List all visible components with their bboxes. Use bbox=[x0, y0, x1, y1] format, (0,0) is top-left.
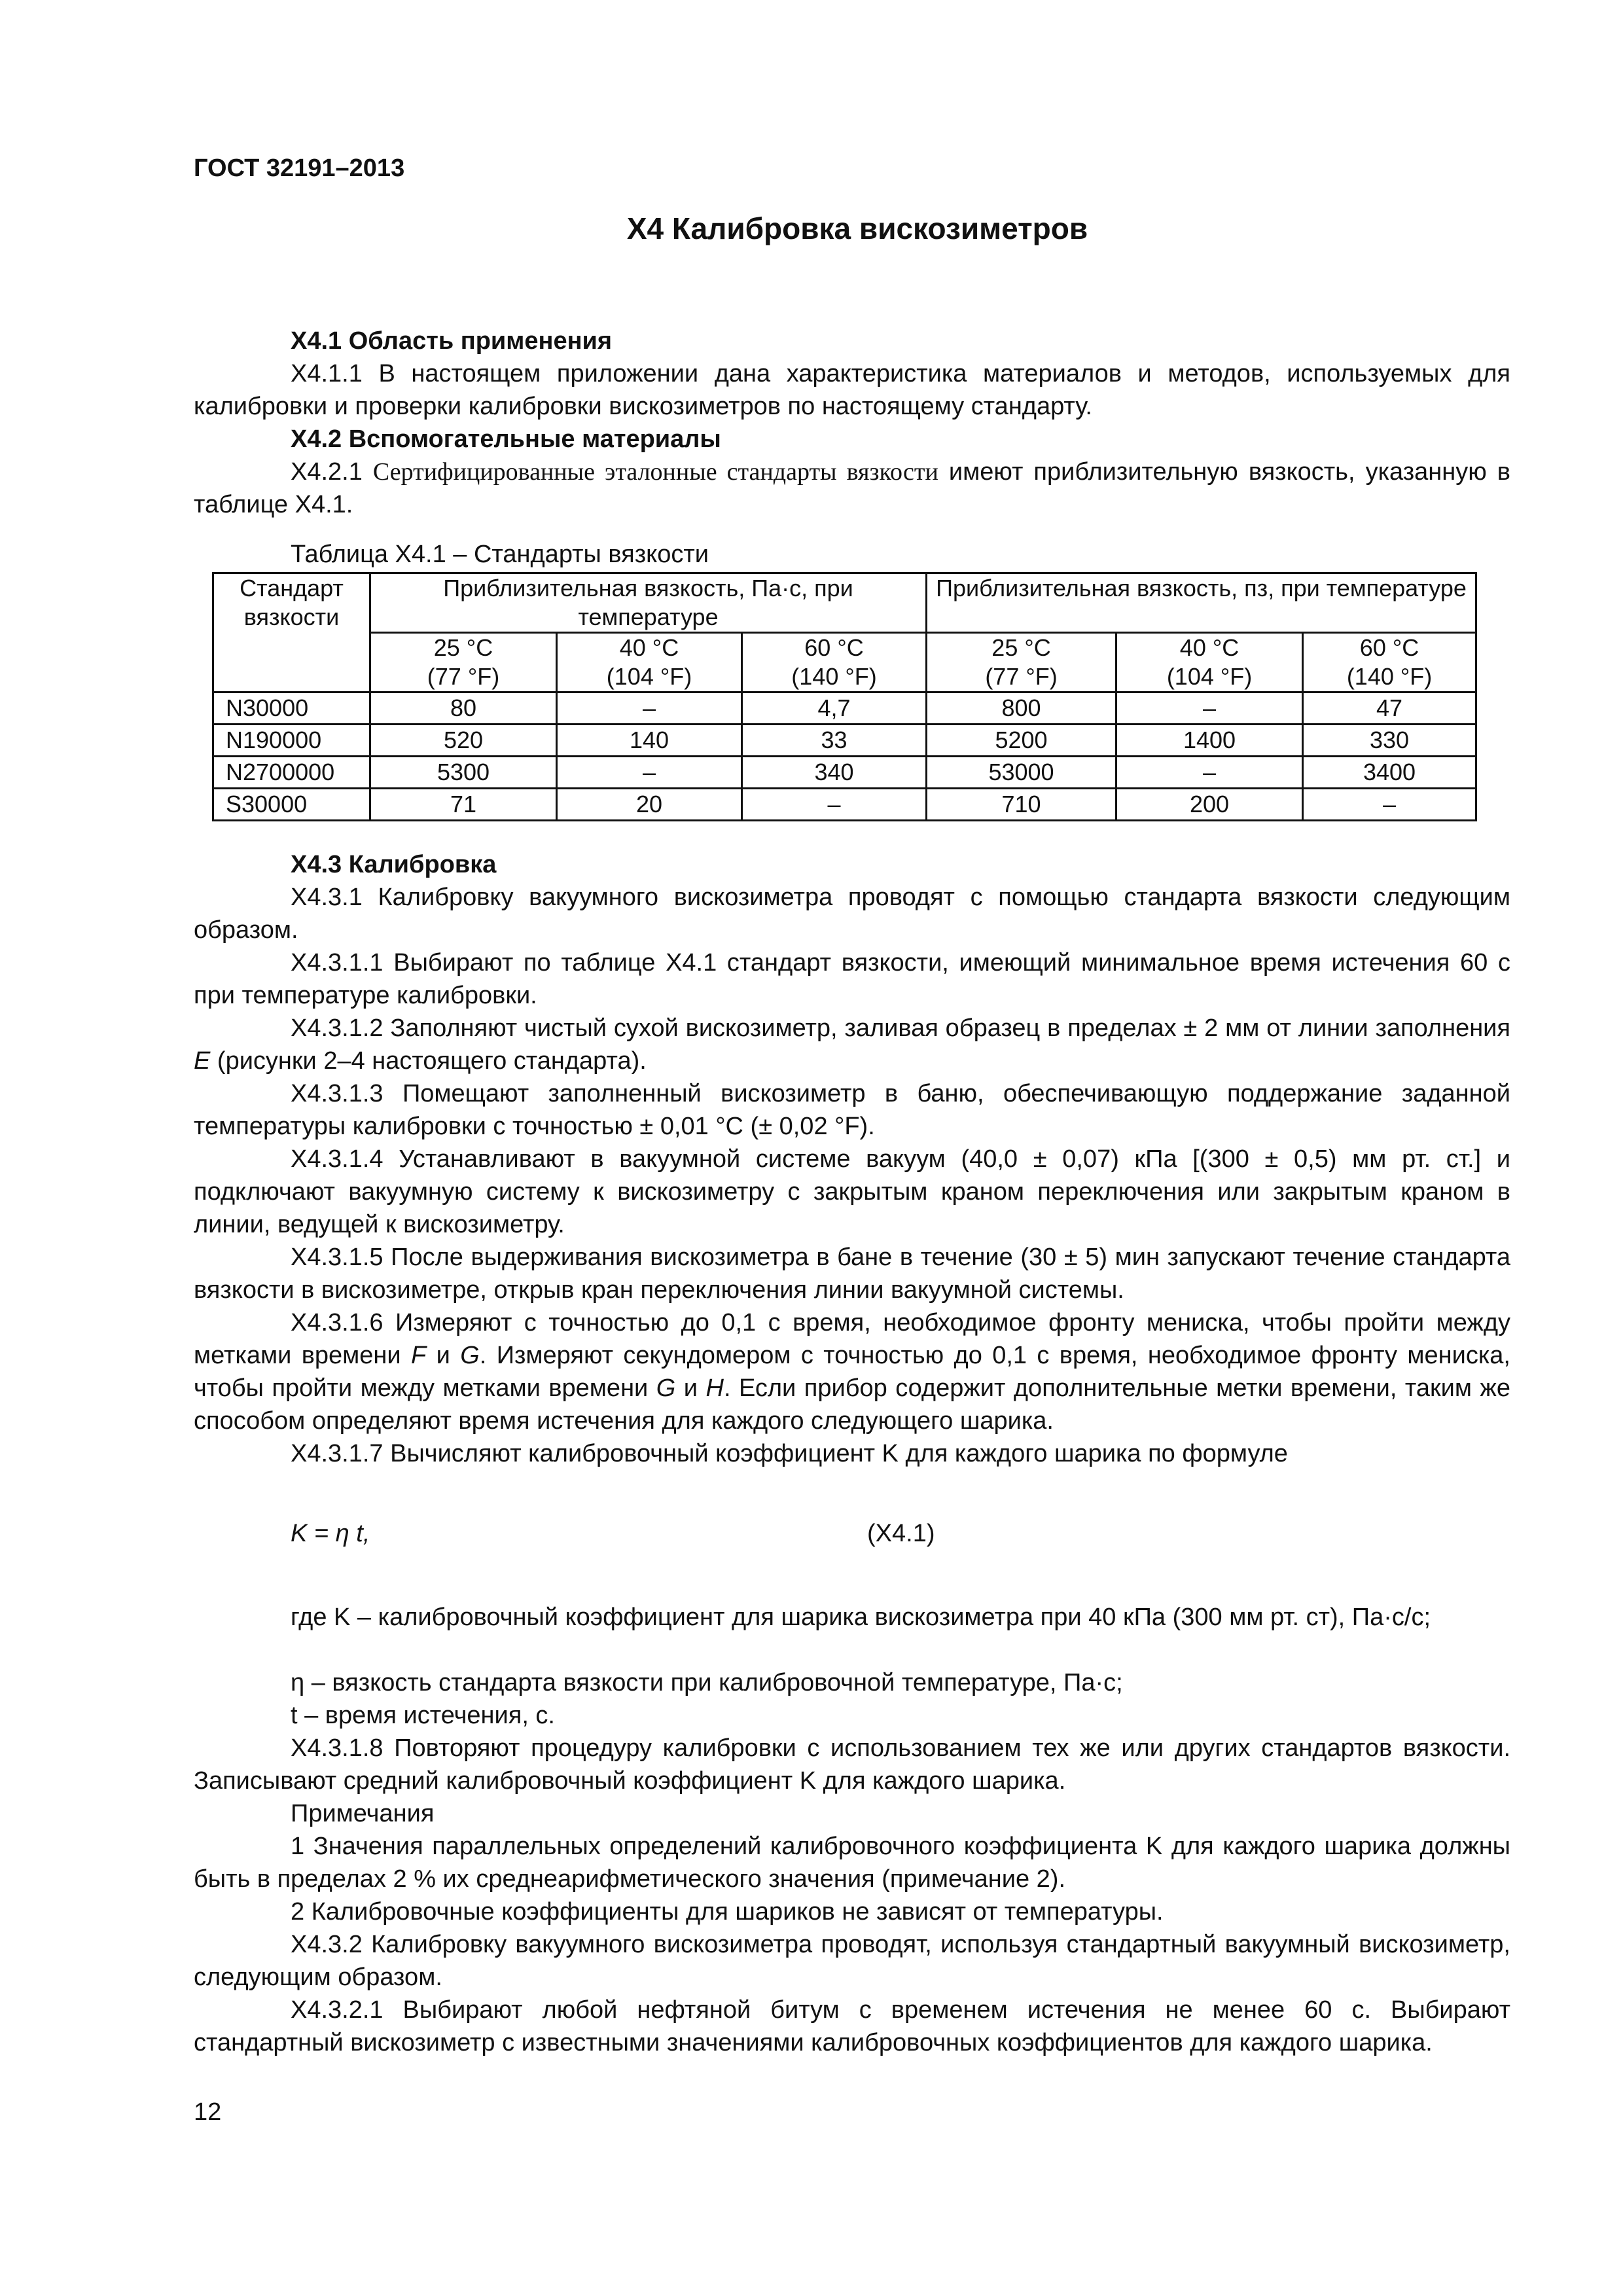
column-group-pz: Приблизительная вязкость, пз, при температуре bbox=[927, 573, 1476, 633]
table-cell: 330 bbox=[1303, 725, 1476, 757]
table-cell: 47 bbox=[1303, 692, 1476, 725]
column-group-pas: Приблизительная вязкость, Па·с, при температуре bbox=[370, 573, 927, 633]
document-code-header: ГОСТ 32191–2013 bbox=[194, 154, 405, 182]
table-cell: 800 bbox=[927, 692, 1116, 725]
table-cell: 80 bbox=[370, 692, 557, 725]
temperature-header bbox=[927, 633, 1116, 692]
where-t: t – время истечения, с. bbox=[291, 1702, 555, 1729]
temp-f: (77 °F) bbox=[985, 663, 1058, 690]
note-2: 2 Калибровочные коэффициенты для шариков не зависят от температуры. bbox=[291, 1898, 1164, 1926]
table-cell: 710 bbox=[927, 789, 1116, 821]
table-cell: 5300 bbox=[370, 757, 557, 789]
table-temperature-row bbox=[213, 633, 1476, 692]
temperature-header bbox=[742, 633, 927, 692]
table-cell: 20 bbox=[557, 789, 742, 821]
table-cell: 33 bbox=[742, 725, 927, 757]
notes-heading: Примечания bbox=[291, 1800, 435, 1827]
temp-f: (140 °F) bbox=[1346, 663, 1433, 690]
table-cell: 140 bbox=[557, 725, 742, 757]
temp-c: 40 °C bbox=[1179, 634, 1240, 661]
paragraph-x4-3-1-6 bbox=[194, 1306, 1510, 1437]
paragraph-x4-3-1: X4.3.1 Калибровку вакуумного вискозиметра проводят с помощью стандарта вязкости следующим образом. bbox=[194, 884, 1510, 944]
paragraph-x4-3-1-4: X4.3.1.4 Устанавливают в вакуумной системе вакуум (40,0 ± 0,07) кПа [(300 ± 0,5) мм рт. ст.] и подключают вакуумную систему к вискозиметру с закрытым краном переключения или закрытым краном в линии, ведущей к вискозиметру. bbox=[194, 1145, 1510, 1238]
table-cell: – bbox=[557, 692, 742, 725]
paragraph-x4-3-1-7: X4.3.1.7 Вычисляют калибровочный коэффициент K для каждого шарика по формуле bbox=[291, 1440, 1288, 1467]
temperature-header bbox=[1303, 633, 1476, 692]
table-row bbox=[213, 789, 1476, 821]
standard-name: N2700000 bbox=[213, 757, 370, 789]
table-cell: 53000 bbox=[927, 757, 1116, 789]
table-cell: 5200 bbox=[927, 725, 1116, 757]
text-run: X4.3.1.2 Заполняют чистый сухой вискозиметр, заливая образец в пределах ± 2 мм от линии заполнения bbox=[291, 1014, 1510, 1042]
table-cell: – bbox=[1303, 789, 1476, 821]
paragraph-x4-3-1-1: X4.3.1.1 Выбирают по таблице X4.1 стандарт вязкости, имеющий минимальное время истечения 60 с при температуре калибровки. bbox=[194, 949, 1510, 1009]
temp-f: (104 °F) bbox=[1166, 663, 1253, 690]
table-row bbox=[213, 692, 1476, 725]
paragraph-x4-3-1-3: X4.3.1.3 Помещают заполненный вискозиметр в баню, обеспечивающую поддержание заданной температуры калибровки с точностью ± 0,01 °C (± 0,02 °F). bbox=[194, 1080, 1510, 1140]
temp-f: (77 °F) bbox=[427, 663, 500, 690]
section-heading-x4-1: X4.1 Область применения bbox=[291, 327, 613, 355]
temp-c: 60 °C bbox=[1359, 634, 1419, 661]
temp-c: 25 °C bbox=[991, 634, 1051, 661]
table-cell: – bbox=[1116, 692, 1303, 725]
table-header-row bbox=[213, 573, 1476, 633]
mark-symbol: G bbox=[656, 1374, 676, 1402]
mark-symbol: H bbox=[705, 1374, 724, 1402]
temp-f: (140 °F) bbox=[791, 663, 877, 690]
paragraph-x4-2-1-number: X4.2.1 bbox=[291, 458, 373, 486]
table-cell: 3400 bbox=[1303, 757, 1476, 789]
text-run: X4.3.1.6 Измеряют с точностью до 0,1 с время, необходимое фронту мениска, чтобы пройти между метками времени bbox=[194, 1309, 1510, 1369]
temp-c: 60 °C bbox=[804, 634, 864, 661]
table-row bbox=[213, 725, 1476, 757]
text-run: . Если прибор содержит дополнительные метки времени, таким же способом определяют время истечения для каждого следующего шарика. bbox=[194, 1374, 1510, 1435]
table-cell: – bbox=[742, 789, 927, 821]
table-cell: – bbox=[557, 757, 742, 789]
standard-name: N30000 bbox=[213, 692, 370, 725]
formula-x4-1 bbox=[291, 1517, 370, 1550]
note-1: 1 Значения параллельных определений калибровочного коэффициента K для каждого шарика должны быть в пределах 2 % их среднеарифметического значения (примечание 2). bbox=[194, 1833, 1510, 1893]
appendix-title: X4 Калибровка вискозиметров bbox=[626, 211, 1088, 245]
temp-f: (104 °F) bbox=[606, 663, 692, 690]
paragraph-x4-2-1 bbox=[194, 456, 1510, 521]
fill-line-symbol: E bbox=[194, 1047, 211, 1075]
table-row bbox=[213, 757, 1476, 789]
certified-standards-term: Сертифицированные эталонные стандарты вязкости bbox=[372, 458, 938, 486]
temperature-header bbox=[1116, 633, 1303, 692]
text-run: и bbox=[426, 1342, 461, 1369]
paragraph-x4-3-1-5: X4.3.1.5 После выдерживания вискозиметра в бане в течение (30 ± 5) мин запускают течение стандарта вязкости в вискозиметре, открыв кран переключения линии вакуумной системы. bbox=[194, 1244, 1510, 1304]
temperature-header bbox=[557, 633, 742, 692]
paragraph-x4-3-2-1: X4.3.2.1 Выбирают любой нефтяной битум с временем истечения не менее 60 с. Выбирают стандартный вискозиметр с известными значениями калибровочных коэффициентов для каждого шарика. bbox=[194, 1996, 1510, 2056]
standard-name: N190000 bbox=[213, 725, 370, 757]
section-heading-x4-3: X4.3 Калибровка bbox=[291, 851, 497, 878]
temp-c: 40 °C bbox=[619, 634, 679, 661]
paragraph-x4-3-2: X4.3.2 Калибровку вакуумного вискозиметра проводят, используя стандартный вакуумный вискозиметр, следующим образом. bbox=[194, 1931, 1510, 1991]
page-number: 12 bbox=[194, 2098, 222, 2126]
paragraph-x4-2-1-rest: имеют приблизительную вязкость, указанную в таблице X4.1. bbox=[194, 458, 1510, 518]
section-heading-x4-2: X4.2 Вспомогательные материалы bbox=[291, 425, 721, 453]
where-k: где K – калибровочный коэффициент для шарика вискозиметра при 40 кПа (300 мм рт. ст), Па·с/с; bbox=[291, 1604, 1431, 1631]
paragraph-x4-1-1: X4.1.1 В настоящем приложении дана характеристика материалов и методов, используемых для калибровки и проверки калибровки вискозиметров по настоящему стандарту. bbox=[194, 360, 1510, 420]
paragraph-x4-3-1-2 bbox=[194, 1012, 1510, 1077]
formula-number: (X4.1) bbox=[867, 1520, 935, 1547]
text-run: и bbox=[675, 1374, 706, 1402]
temp-c: 25 °C bbox=[433, 634, 493, 661]
table-cell: 71 bbox=[370, 789, 557, 821]
viscosity-standards-table bbox=[212, 572, 1477, 821]
table-cell: 520 bbox=[370, 725, 557, 757]
column-header-standard: Стандарт вязкости bbox=[213, 573, 370, 692]
where-eta: η – вязкость стандарта вязкости при калибровочной температуре, Па·с; bbox=[291, 1669, 1123, 1696]
formula-expression: K = η t, bbox=[291, 1520, 370, 1547]
temperature-header bbox=[370, 633, 557, 692]
table-cell: 200 bbox=[1116, 789, 1303, 821]
table-cell: – bbox=[1116, 757, 1303, 789]
mark-symbol: G bbox=[460, 1342, 480, 1369]
mark-symbol: F bbox=[411, 1342, 427, 1369]
text-run: . Измеряют секундомером с точностью до 0,1 с время, необходимое фронту мениска, чтобы пройти между метками времени bbox=[194, 1342, 1510, 1402]
table-cell: 340 bbox=[742, 757, 927, 789]
standard-name: S30000 bbox=[213, 789, 370, 821]
table-cell: 4,7 bbox=[742, 692, 927, 725]
table-caption: Таблица X4.1 – Стандарты вязкости bbox=[291, 541, 709, 568]
paragraph-x4-3-1-8: X4.3.1.8 Повторяют процедуру калибровки с использованием тех же или других стандартов вязкости. Записывают средний калибровочный коэффициент K для каждого шарика. bbox=[194, 1734, 1510, 1795]
table-cell: 1400 bbox=[1116, 725, 1303, 757]
text-run: (рисунки 2–4 настоящего стандарта). bbox=[210, 1047, 647, 1075]
